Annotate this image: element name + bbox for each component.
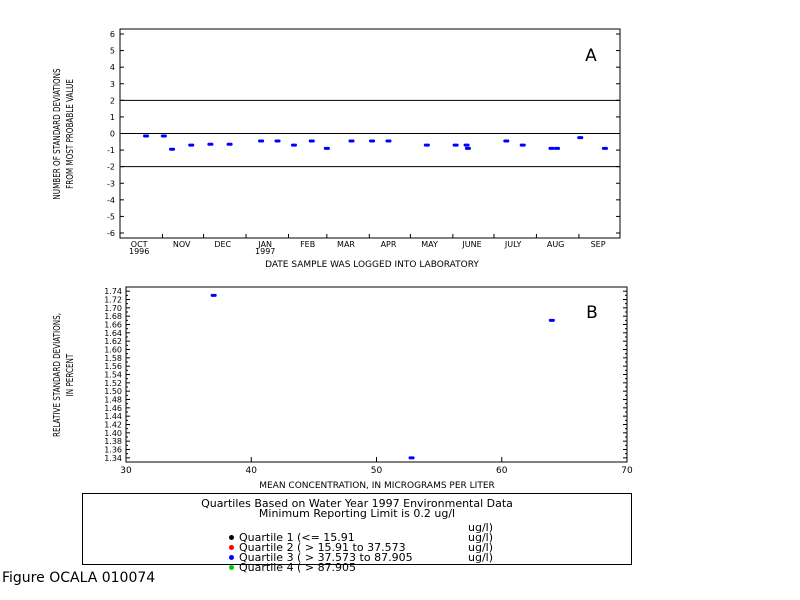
y-tick-label-a: 5 — [109, 46, 115, 56]
x-tick-sublabel-a: 1997 — [255, 247, 276, 256]
y-tick-label-b: 1.68 — [104, 312, 122, 322]
x-tick-label-a: MAR — [337, 240, 355, 249]
x-tick-label-a: JUNE — [462, 240, 482, 249]
x-tick-label-a: JULY — [504, 240, 522, 249]
y-tick-label-b: 1.64 — [104, 328, 122, 338]
x-axis-label-b: MEAN CONCENTRATION, IN MICROGRAMS PER LITER — [259, 481, 495, 491]
y-tick-label-b: 1.58 — [104, 353, 122, 363]
y-tick-label-b: 1.72 — [104, 295, 122, 305]
legend-item: Quartile 3 ( > 37.573 to 87.905 ug/l) — [208, 543, 413, 553]
data-point-a — [385, 139, 391, 142]
x-tick-label-b: 40 — [245, 466, 257, 476]
x-tick-label-a: FEB — [300, 240, 316, 249]
data-point-a — [169, 148, 175, 151]
y-tick-label-b: 1.40 — [104, 428, 122, 438]
data-point-a — [577, 136, 583, 139]
data-point-a — [309, 139, 315, 142]
plot-frame-b — [126, 287, 627, 462]
y-tick-label-b: 1.46 — [104, 403, 122, 413]
y-tick-label-a: 1 — [109, 112, 115, 122]
y-tick-label-b: 1.42 — [104, 420, 122, 430]
y-tick-label-a: 0 — [109, 129, 115, 139]
y-tick-label-a: 6 — [109, 30, 115, 39]
y-tick-label-a: -3 — [107, 179, 115, 189]
x-tick-label-a: JAN — [258, 240, 273, 249]
panel-label-a: A — [585, 46, 597, 66]
data-point-a — [188, 144, 194, 147]
y-tick-label-b: 1.54 — [104, 370, 122, 380]
data-point-a — [349, 139, 355, 142]
y-tick-label-b: 1.34 — [104, 453, 122, 463]
data-point-a — [207, 143, 213, 146]
data-point-a — [464, 144, 470, 147]
legend-subtitle: Minimum Reporting Limit is 0.2 ug/l — [258, 507, 456, 520]
y-tick-label-a: 4 — [109, 63, 115, 73]
y-axis-label-b: IN PERCENT — [64, 353, 77, 397]
data-point-a — [369, 139, 375, 142]
y-tick-label-b: 1.38 — [104, 437, 122, 447]
legend — [82, 493, 632, 574]
y-tick-label-b: 1.56 — [104, 362, 122, 372]
figure-caption: Figure OCALA 010074 — [2, 570, 156, 586]
x-tick-label-a: MAY — [421, 240, 438, 249]
x-tick-label-b: 30 — [120, 466, 132, 476]
data-point-a — [549, 147, 555, 150]
legend-item: Quartile 1 (<= 15.91 ug/l) — [208, 523, 413, 533]
y-tick-label-b: 1.36 — [104, 445, 122, 455]
x-axis-label-a: DATE SAMPLE WAS LOGGED INTO LABORATORY — [265, 260, 479, 270]
legend-marker — [229, 565, 234, 570]
data-point-b — [409, 456, 415, 459]
y-tick-label-b: 1.66 — [104, 320, 122, 330]
x-tick-label-b: 70 — [621, 466, 633, 476]
y-tick-label-b: 1.44 — [104, 412, 122, 422]
data-point-a — [227, 143, 233, 146]
data-point-b — [549, 319, 555, 322]
x-tick-label-a: SEP — [590, 240, 606, 249]
y-tick-label-a: -6 — [107, 229, 115, 238]
y-tick-label-a: 2 — [109, 96, 115, 106]
y-tick-label-a: -1 — [107, 146, 115, 156]
legend-item: Quartile 4 ( > 87.905 ug/l) — [208, 553, 413, 563]
y-tick-label-a: -2 — [107, 162, 115, 172]
data-point-a — [520, 144, 526, 147]
data-point-a — [275, 139, 281, 142]
y-axis-label-a: NUMBER OF STANDARD DEVIATIONS — [51, 68, 64, 200]
x-tick-label-a: DEC — [214, 240, 232, 249]
y-axis-label-a: FROM MOST PROBABLE VALUE — [64, 79, 77, 189]
y-tick-label-b: 1.74 — [104, 287, 122, 297]
x-tick-sublabel-a: 1996 — [128, 247, 150, 256]
x-tick-label-a: APR — [380, 240, 397, 249]
data-point-a — [324, 147, 330, 150]
legend-item: Quartile 2 ( > 15.91 to 37.573 ug/l) — [208, 533, 413, 543]
data-point-a — [291, 144, 297, 147]
x-tick-label-a: AUG — [546, 240, 565, 249]
x-tick-label-a: NOV — [172, 240, 191, 249]
y-tick-label-a: -5 — [107, 212, 115, 222]
legend-items — [208, 521, 494, 574]
data-point-a — [602, 147, 608, 150]
data-point-a — [143, 134, 149, 137]
data-point-a — [161, 134, 167, 137]
y-tick-label-b: 1.70 — [104, 303, 122, 313]
data-point-a — [453, 144, 459, 147]
data-point-a — [554, 147, 560, 150]
y-tick-label-b: 1.48 — [104, 395, 122, 405]
x-tick-label-a: OCT — [130, 240, 148, 249]
y-tick-label-b: 1.50 — [104, 387, 122, 397]
panel-label-b: B — [586, 303, 598, 323]
y-tick-label-b: 1.60 — [104, 345, 122, 355]
y-tick-label-b: 1.52 — [104, 378, 122, 388]
data-point-a — [258, 139, 264, 142]
data-point-b — [211, 294, 217, 297]
y-tick-label-a: -4 — [107, 195, 115, 205]
y-axis-label-b: RELATIVE STANDARD DEVIATIONS, — [51, 312, 64, 438]
y-tick-label-b: 1.62 — [104, 337, 122, 347]
legend-title: Quartiles Based on Water Year 1997 Environmental Data — [201, 497, 513, 510]
data-point-a — [465, 147, 471, 150]
x-tick-label-b: 50 — [370, 466, 383, 476]
data-point-a — [503, 139, 509, 142]
x-tick-label-b: 60 — [496, 466, 508, 476]
data-point-a — [424, 144, 430, 147]
y-tick-label-a: 3 — [109, 79, 115, 89]
